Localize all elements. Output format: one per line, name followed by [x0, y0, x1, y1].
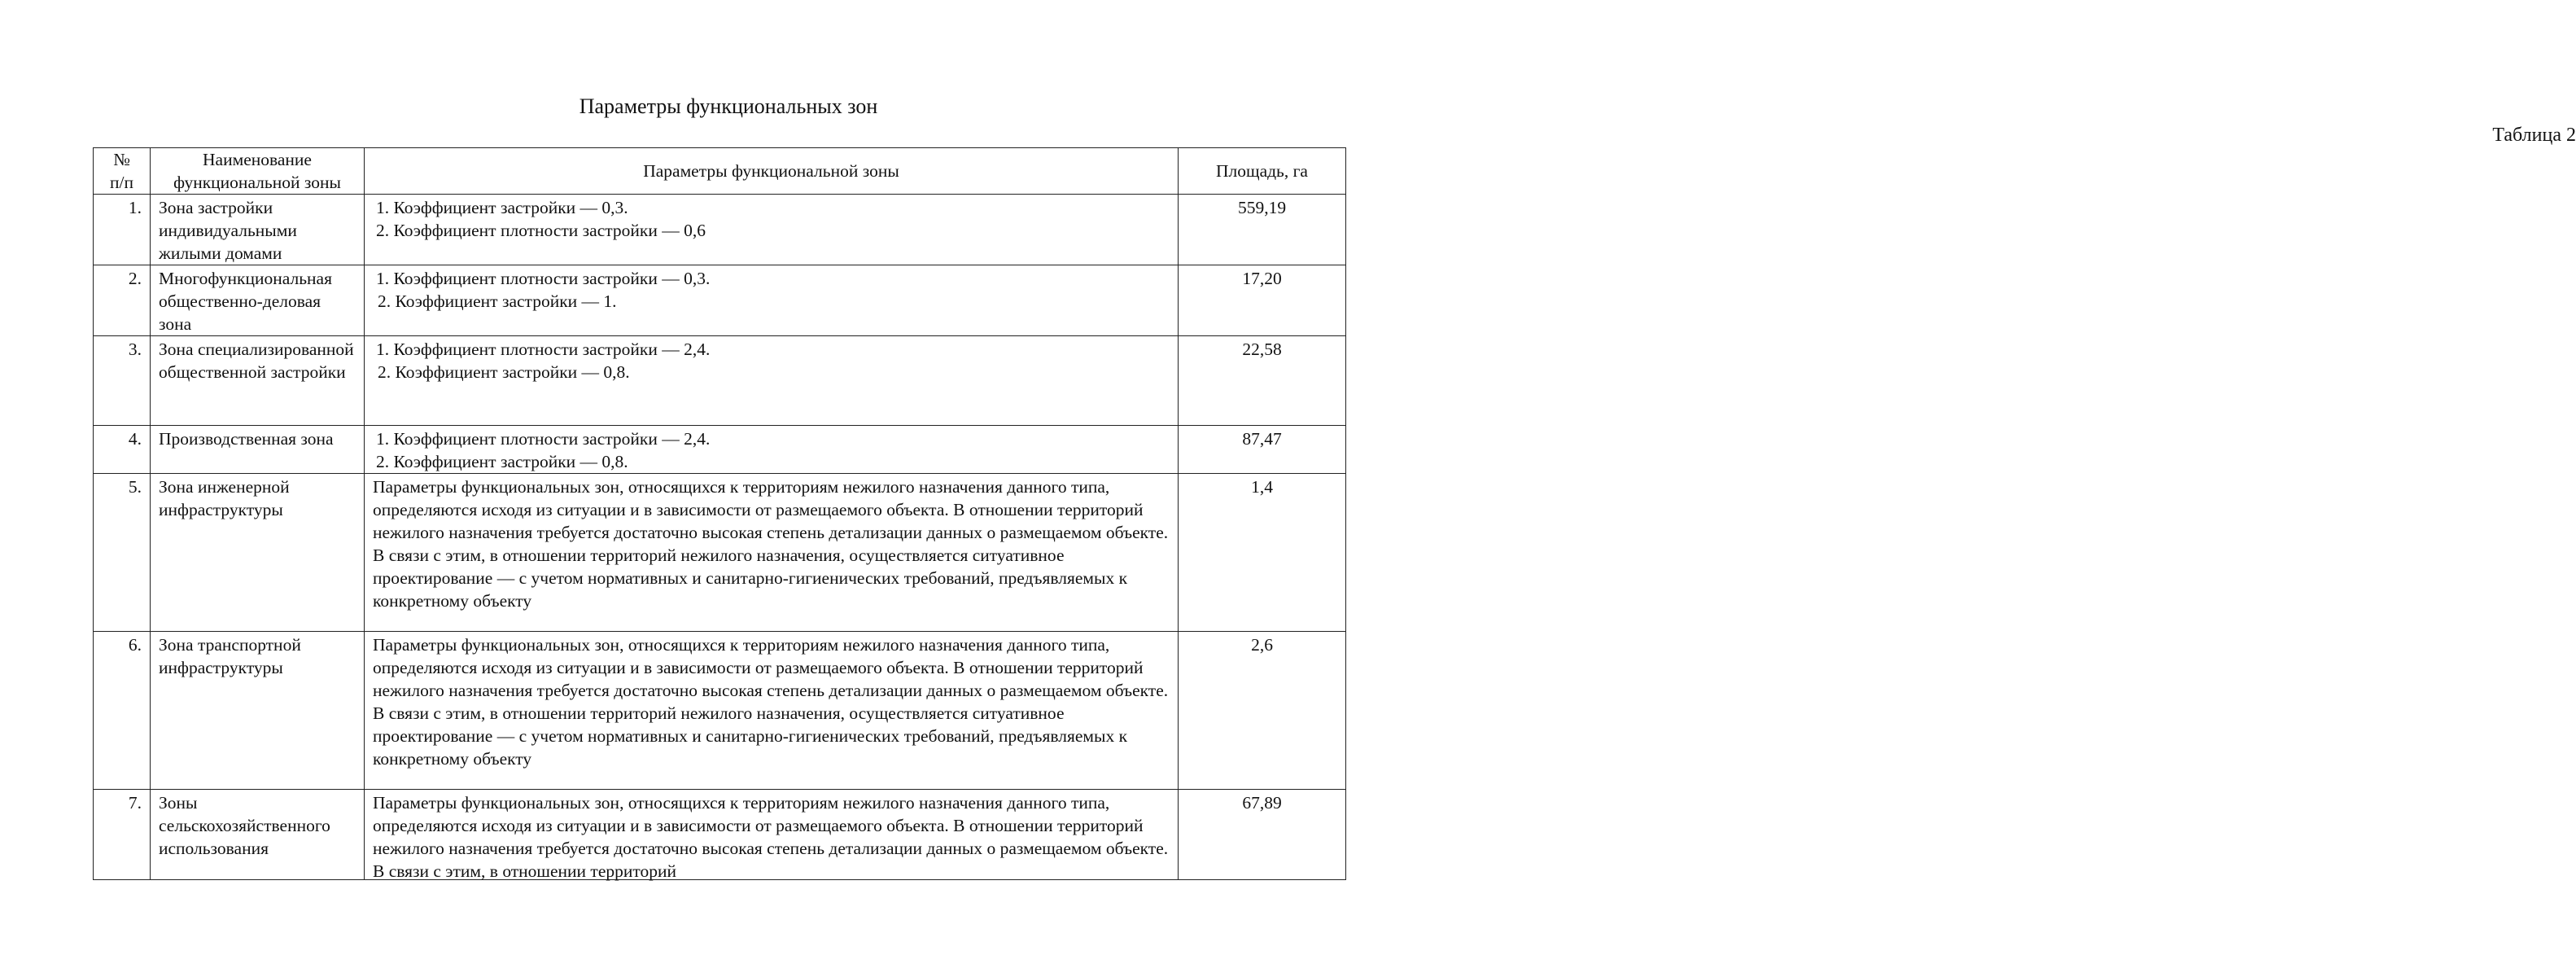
header-name: Наименование функциональной зоны [151, 148, 365, 195]
row-params [365, 426, 1179, 474]
table-row [94, 195, 1346, 265]
row-params [365, 790, 1179, 880]
row-area: 67,89 [1179, 790, 1346, 880]
row-num: 5. [94, 474, 151, 632]
page-title: Параметры функциональных зон [579, 94, 878, 118]
row-params: Параметры функциональных зон, относящихся к территориям нежилого назначения данного типа, определяются исходя из ситуации и в зависимости от размещаемого объекта. В отношении территорий нежилого назначения требуется достаточно высокая степень детализации данных о размещаемом объекте. В связи с этим, в отношении территорий нежилого назначения, осуществляется ситуативное проектирование — с учетом нормативных и санитарно-гигиенических требований, предъявляемых к конкретному объекту [365, 632, 1179, 790]
header-num [94, 148, 151, 195]
row-params [365, 265, 1179, 336]
header-area: Площадь, га [1179, 148, 1346, 195]
header-num-line1: № [113, 150, 130, 169]
row-num: 2. [94, 265, 151, 336]
row-num: 1. [94, 195, 151, 265]
row-area: 1,4 [1179, 474, 1346, 632]
row-area: 559,19 [1179, 195, 1346, 265]
table-row [94, 426, 1346, 474]
row-num: 6. [94, 632, 151, 790]
zones-table [93, 147, 1346, 880]
table-row [94, 790, 1346, 880]
param-line: 2. Коэффициент застройки — 0,8. [378, 362, 630, 382]
row-area: 17,20 [1179, 265, 1346, 336]
row-name: Зона специализированной общественной застройки [151, 336, 365, 426]
param-line: 1. Коэффициент плотности застройки — 2,4. [376, 340, 711, 359]
param-line: 2. Коэффициент застройки — 0,8. [376, 452, 628, 471]
row-name: Зона инженерной инфраструктуры [151, 474, 365, 632]
row-num: 4. [94, 426, 151, 474]
row-name: Зоны сельскохозяйственного использования [151, 790, 365, 880]
row-params [365, 195, 1179, 265]
row-params-text: Параметры функциональных зон, относящихся к территориям нежилого назначения данного типа, определяются исходя из ситуации и в зависимости от размещаемого объекта. В отношении территорий нежилого назначения требуется достаточно высокая степень детализации данных о размещаемом объекте. В связи с этим, в отношении территорий [373, 793, 1169, 881]
row-num: 7. [94, 790, 151, 880]
param-line: 1. Коэффициент плотности застройки — 2,4. [376, 429, 711, 449]
param-line: 1. Коэффициент застройки — 0,3. [376, 198, 628, 217]
row-name: Многофункциональная общественно-деловая зона [151, 265, 365, 336]
row-area: 22,58 [1179, 336, 1346, 426]
table-row [94, 632, 1346, 790]
row-area: 87,47 [1179, 426, 1346, 474]
header-params: Параметры функциональной зоны [365, 148, 1179, 195]
param-line: 1. Коэффициент плотности застройки — 0,3. [376, 269, 711, 288]
table-number: Таблица 2 [2492, 125, 2576, 146]
table-row [94, 336, 1346, 426]
table-row [94, 474, 1346, 632]
row-area: 2,6 [1179, 632, 1346, 790]
param-line: 2. Коэффициент застройки — 1. [378, 291, 617, 311]
row-params [365, 336, 1179, 426]
header-num-line2: п/п [110, 173, 133, 192]
table-row [94, 265, 1346, 336]
row-num: 3. [94, 336, 151, 426]
row-params: Параметры функциональных зон, относящихся к территориям нежилого назначения данного типа, определяются исходя из ситуации и в зависимости от размещаемого объекта. В отношении территорий нежилого назначения требуется достаточно высокая степень детализации данных о размещаемом объекте. В связи с этим, в отношении территорий нежилого назначения, осуществляется ситуативное проектирование — с учетом нормативных и санитарно-гигиенических требований, предъявляемых к конкретному объекту [365, 474, 1179, 632]
row-name: Зона транспортной инфраструктуры [151, 632, 365, 790]
table-header-row [94, 148, 1346, 195]
row-name: Производственная зона [151, 426, 365, 474]
row-name: Зона застройки индивидуальными жилыми домами [151, 195, 365, 265]
param-line: 2. Коэффициент плотности застройки — 0,6 [376, 221, 706, 240]
